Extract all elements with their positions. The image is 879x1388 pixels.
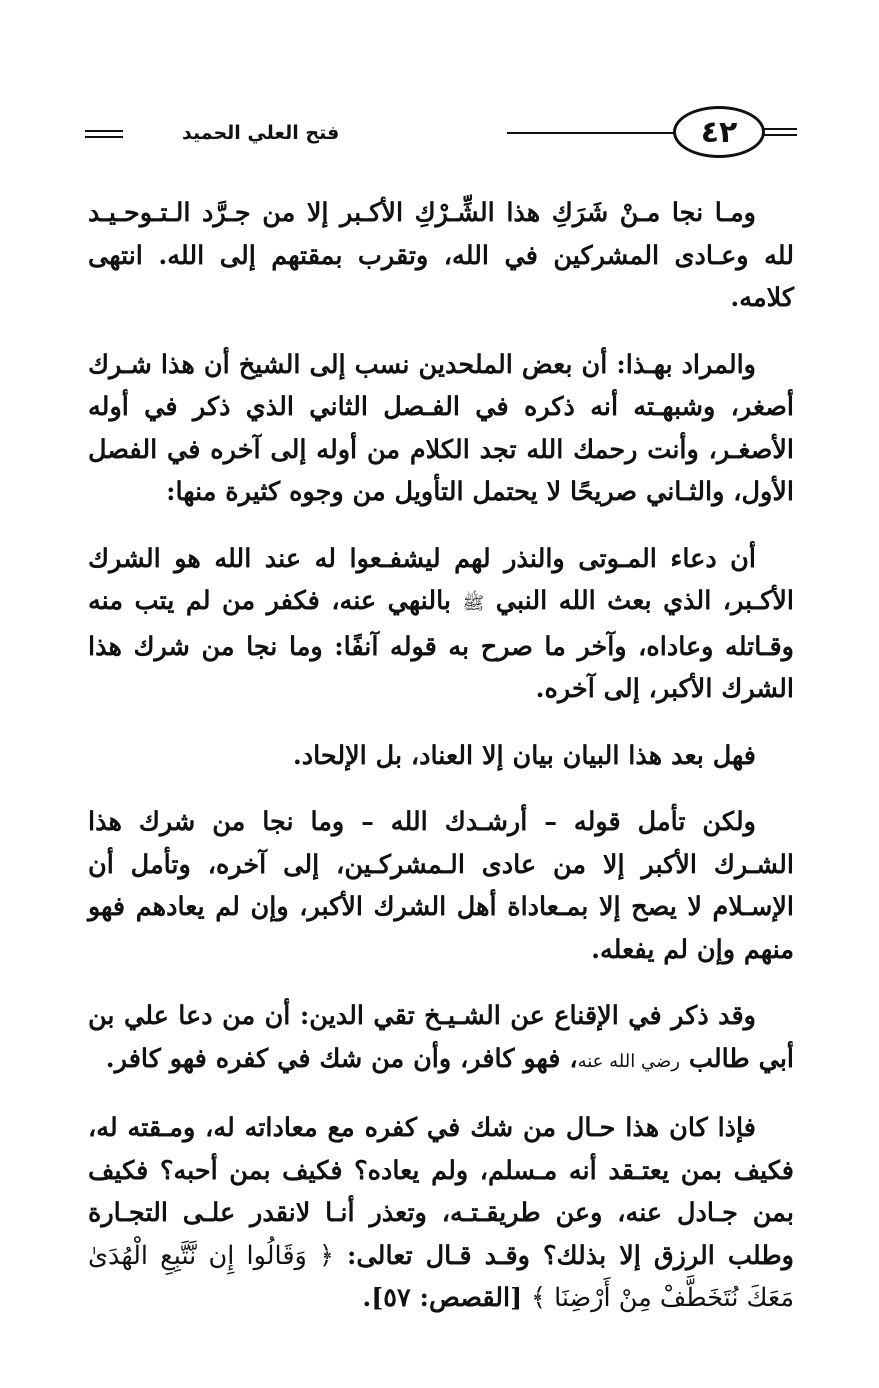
quran-citation: [القصص: ٥٧]. (362, 1283, 523, 1313)
quran-verse: ﴿ وَقَالُوا إِن نَّتَّبِعِ الْهُدَىٰ مَعَكَ نُتَخَطَّفْ مِنْ أَرْضِنَا ﴾ (88, 1240, 794, 1313)
header-rule-right-bottom (762, 134, 797, 136)
paragraph-3-part-1: أن دعاء المـوتى والنذر لهم ليشفـعوا له عند الله هو الشرك الأكـبر، الذي بعث الله النبي (88, 543, 794, 616)
salawat-honorific: ﷺ (462, 593, 485, 614)
paragraph-3 (88, 538, 794, 711)
paragraph-7-text: فإذا كان هذا حـال من شك في كفره مع معاداته له، ومـقته له، فكيف بمن يعتـقد أنه مـسلم، ولم يعاده؟ فكيف بمن أحبه؟ فكيف بمن جـادل عنه، وعن طريقـتـه، وتعذر أنـا لانقدر علـى التجـارة وطلب الرزق إلا بذلك؟ وقـد قـال تعالى: (88, 1113, 794, 1271)
header-dash-bottom (85, 136, 123, 138)
book-title: فتح العلي الحميد (182, 122, 340, 144)
paragraph-1: ومـا نجا مـنْ شَرَكِ هذا الشِّـرْكِ الأكـبر إلا من جـرَّد الـتـوحـيـد لله وعـادى المشركين في الله، وتقرب بمقتهم إلى الله. انتهى كلامه. (88, 198, 794, 313)
header-dash-top (85, 130, 123, 132)
paragraph-3-part-2: بالنهي عنه، فكفر من لم يتب منه وقـاتله وعاداه، وآخر ما صرح به قوله آنفًا: وما نجا من شرك هذا الشرك الأكبر، إلى آخره. (88, 586, 794, 704)
paragraph-5: ولكن تأمل قوله – أرشـدك الله – وما نجا من شرك هذا الشـرك الأكبر إلا من عادى الـمشركـين، إلى آخره، وتأمل أن الإسـلام لا يصح إلا بمـعاداة أهل الشرك الأكبر، وإن لم يعادهم فهو منهم وإن لم يفعله. (88, 807, 794, 965)
body-text (88, 192, 794, 1320)
radiyallah-honorific: رضي الله عنه (577, 1050, 680, 1072)
paragraph-2: والمراد بهـذا: أن بعض الملحدين نسب إلى الشيخ أن هذا شـرك أصغر، وشبهـته أنه ذكره في الفـصل الثاني الذي ذكر في أوله الأصغـر، وأنت رحمك الله تجد الكلام من أوله إلى آخره في الفصل الأول، والثـاني صريحًا لا يحتمل التأويل من وجوه كثيرة منها: (88, 349, 794, 507)
paragraph-4: فهل بعد هذا البيان بيان إلا العناد، بل الإلحاد. (292, 740, 756, 771)
header-rule-left (507, 132, 677, 134)
paragraph-6 (88, 995, 794, 1083)
header-rule-right-top (762, 128, 797, 130)
page-number: ٤٢ (673, 106, 765, 158)
paragraph-6-part-2: ، فهو كافر، وأن من شك في كفره فهو كافر. (105, 1043, 578, 1074)
page-header (70, 92, 797, 176)
paragraph-7 (88, 1107, 794, 1320)
paragraph-6-part-1: وقد ذكر في الإقناع عن الشـيـخ تقي الدين: أن من دعا علي بن أبي طالب (88, 1001, 794, 1074)
